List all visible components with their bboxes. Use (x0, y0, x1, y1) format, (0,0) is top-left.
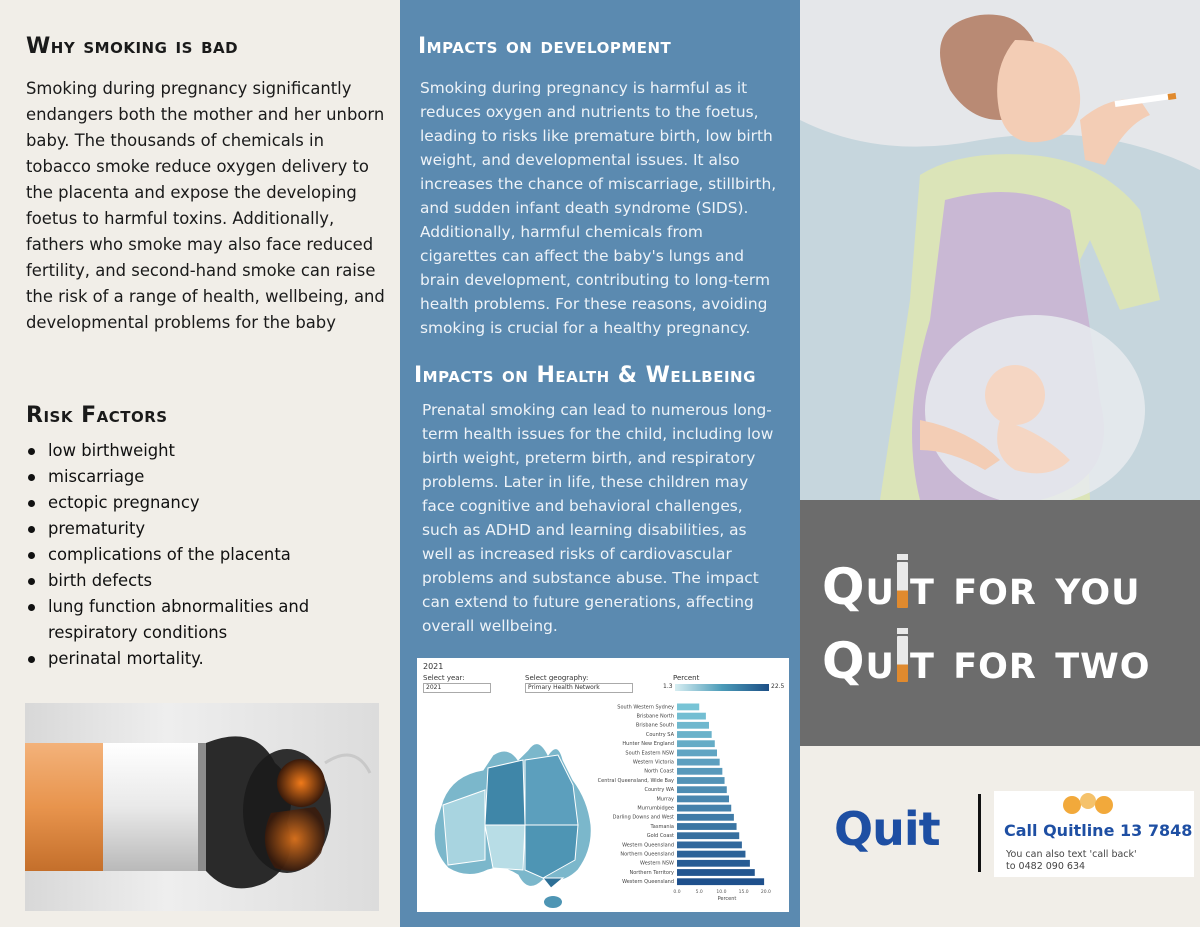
regional-bar-chart (589, 698, 789, 908)
why-smoking-paragraph: Smoking during pregnancy significantly endangers both the mother and her unborn baby. The thousands of chemicals in tobacco smoke reduce oxygen delivery to the placenta and expose the developing foetus to harmful toxins. Additionally, fathers who smoke may also face reduced fertility, and second-hand smoke can raise the risk of a range of health, wellbeing, and developmental problems for the baby (26, 79, 385, 332)
x-axis-title: Percent (717, 896, 737, 902)
bar[interactable] (677, 786, 727, 793)
logo-divider (978, 794, 981, 872)
percent-color-legend (675, 684, 769, 691)
bullet-icon (28, 656, 35, 663)
heading-why-smoking-is-bad: Why smoking is bad (26, 34, 239, 59)
risk-factor-text: prematurity (48, 519, 146, 538)
select-geography-dropdown[interactable]: Primary Health Network (525, 683, 633, 693)
bar-label: Western Queensland (622, 879, 674, 886)
cigarette-i-icon (897, 562, 908, 608)
bullet-icon (28, 474, 35, 481)
bar[interactable] (677, 713, 706, 720)
heading-impacts-on-development: Impacts on development (418, 34, 672, 59)
title-rest: t for you (909, 558, 1141, 616)
bar[interactable] (677, 860, 750, 867)
dashboard-year-title: 2021 (423, 662, 444, 671)
risk-factor-text: complications of the placenta (48, 545, 291, 564)
bar[interactable] (677, 878, 764, 885)
risk-factor-text: low birthweight (48, 441, 175, 460)
pregnant-woman-illustration (800, 0, 1200, 500)
bar-label: Murray (656, 796, 674, 803)
bar-label: Country WA (644, 787, 674, 794)
bar[interactable] (677, 842, 742, 849)
select-geography-label: Select geography: (525, 674, 589, 682)
percent-legend-label: Percent (673, 674, 700, 682)
bar-label: Tasmania (650, 823, 674, 830)
title-quit-for-you (822, 558, 1141, 616)
bar[interactable] (677, 740, 715, 747)
title-q: Qu (822, 558, 895, 616)
australia-map (423, 730, 603, 910)
cigarette-foetus-illustration (25, 703, 379, 911)
legend-min: 1.3 (663, 683, 673, 690)
select-year-label: Select year: (423, 674, 465, 682)
risk-factor-item (26, 568, 386, 594)
title-q: Qu (822, 632, 895, 690)
risk-factor-text: ectopic pregnancy (48, 493, 200, 512)
bullet-icon (28, 552, 35, 559)
bar-label: Brisbane North (636, 713, 674, 720)
bullet-icon (28, 448, 35, 455)
bar[interactable] (677, 731, 712, 738)
smoking-data-dashboard (417, 658, 789, 912)
x-tick-label: 5.0 (695, 890, 703, 895)
risk-factors-list (26, 438, 386, 672)
bullet-icon (28, 500, 35, 507)
bar-label: Central Queensland, Wide Bay (597, 777, 674, 784)
middle-column (400, 0, 800, 927)
risk-factor-item (26, 464, 386, 490)
bar[interactable] (677, 851, 745, 858)
bar-label: Western NSW (640, 860, 674, 867)
title-quit-for-two (822, 632, 1150, 690)
bar[interactable] (677, 823, 737, 830)
bar[interactable] (677, 704, 699, 711)
bar[interactable] (677, 768, 722, 775)
health-paragraph: Prenatal smoking can lead to numerous long-term health issues for the child, including low birth weight, preterm birth, and respiratory problems. Later in life, these children may face cognitive and behavioral challenges, such as ADHD and learning disabilities, as well as increased risks of cardiovascular problems and substance abuse. The impact can extend to future generations, affecting overall wellbeing. (422, 401, 774, 635)
heading-impacts-on-health: Impacts on Health & Wellbeing (414, 363, 756, 388)
quitline-text-info (1006, 849, 1186, 873)
title-rest: t for two (909, 632, 1151, 690)
bar[interactable] (677, 869, 755, 876)
x-tick-label: 15.0 (738, 890, 749, 895)
quit-logo[interactable]: Quit (834, 802, 940, 856)
cigarette-foetus-image (25, 703, 379, 911)
bullet-icon (28, 578, 35, 585)
bar-label: Gold Coast (646, 833, 674, 840)
select-year-dropdown[interactable]: 2021 (423, 683, 491, 693)
bar-label: Northern Territory (629, 869, 674, 876)
x-tick-label: 10.0 (716, 890, 727, 895)
bar[interactable] (677, 759, 720, 766)
cigarette-i-icon (897, 636, 908, 682)
risk-factor-item (26, 490, 386, 516)
quitline-text-line1: You can also text 'call back' (1006, 849, 1137, 860)
bar-label: South Eastern NSW (625, 750, 674, 757)
bar-label: South Western Sydney (617, 704, 674, 711)
risk-factor-text: perinatal mortality. (48, 649, 204, 668)
x-tick-label: 20.0 (760, 890, 771, 895)
risk-factor-item (26, 646, 386, 672)
development-paragraph: Smoking during pregnancy is harmful as it reduces oxygen and nutrients to the foetus, leading to risks like premature birth, low birth weight, and developmental issues. It also increases the chance of miscarriage, stillbirth, and sudden infant death syndrome (SIDS). Additionally, harmful chemicals from cigarettes can affect the baby's lungs and brain development, contributing to long-term health problems. For these reasons, avoiding smoking is crucial for a healthy pregnancy. (420, 79, 777, 337)
bar[interactable] (677, 805, 731, 812)
quitline-box[interactable] (994, 791, 1194, 877)
quitline-text-line2: to 0482 090 634 (1006, 861, 1086, 872)
risk-factor-text: lung function abnormalities and respiratory conditions (48, 597, 310, 642)
quitline-call-text: Call Quitline 13 7848 (1004, 821, 1193, 840)
logos-area (800, 780, 1200, 890)
bar-label: Murrumbidgee (637, 805, 674, 812)
bar[interactable] (677, 777, 725, 784)
bar-label: Brisbane South (635, 722, 674, 729)
bullet-icon (28, 526, 35, 533)
bar[interactable] (677, 814, 734, 821)
bar[interactable] (677, 750, 717, 757)
x-tick-label: 0.0 (673, 890, 681, 895)
bar-label: Country SA (645, 731, 674, 738)
sun-logo-icon (1058, 791, 1118, 819)
risk-factor-item (26, 594, 386, 646)
bar[interactable] (677, 796, 729, 803)
bar-label: Darling Downs and West (612, 814, 674, 821)
left-column (0, 0, 400, 927)
risk-factor-item (26, 516, 386, 542)
bar-label: Hunter New England (622, 741, 674, 748)
bar[interactable] (677, 722, 709, 729)
bar[interactable] (677, 832, 739, 839)
risk-factor-text: birth defects (48, 571, 153, 590)
bar-label: North Coast (644, 768, 674, 775)
risk-factor-item (26, 438, 386, 464)
bar-label: Northern Queensland (620, 851, 674, 858)
title-band (800, 500, 1200, 746)
risk-factor-text: miscarriage (48, 467, 145, 486)
risk-factor-item (26, 542, 386, 568)
legend-max: 22.5 (771, 683, 785, 690)
right-column (800, 0, 1200, 927)
pregnant-woman-smoking-illustration (800, 0, 1200, 500)
heading-risk-factors: Risk Factors (26, 403, 168, 428)
bar-label: Western Victoria (632, 759, 674, 766)
bullet-icon (28, 604, 35, 611)
bar-label: Western Queensland (622, 842, 674, 849)
